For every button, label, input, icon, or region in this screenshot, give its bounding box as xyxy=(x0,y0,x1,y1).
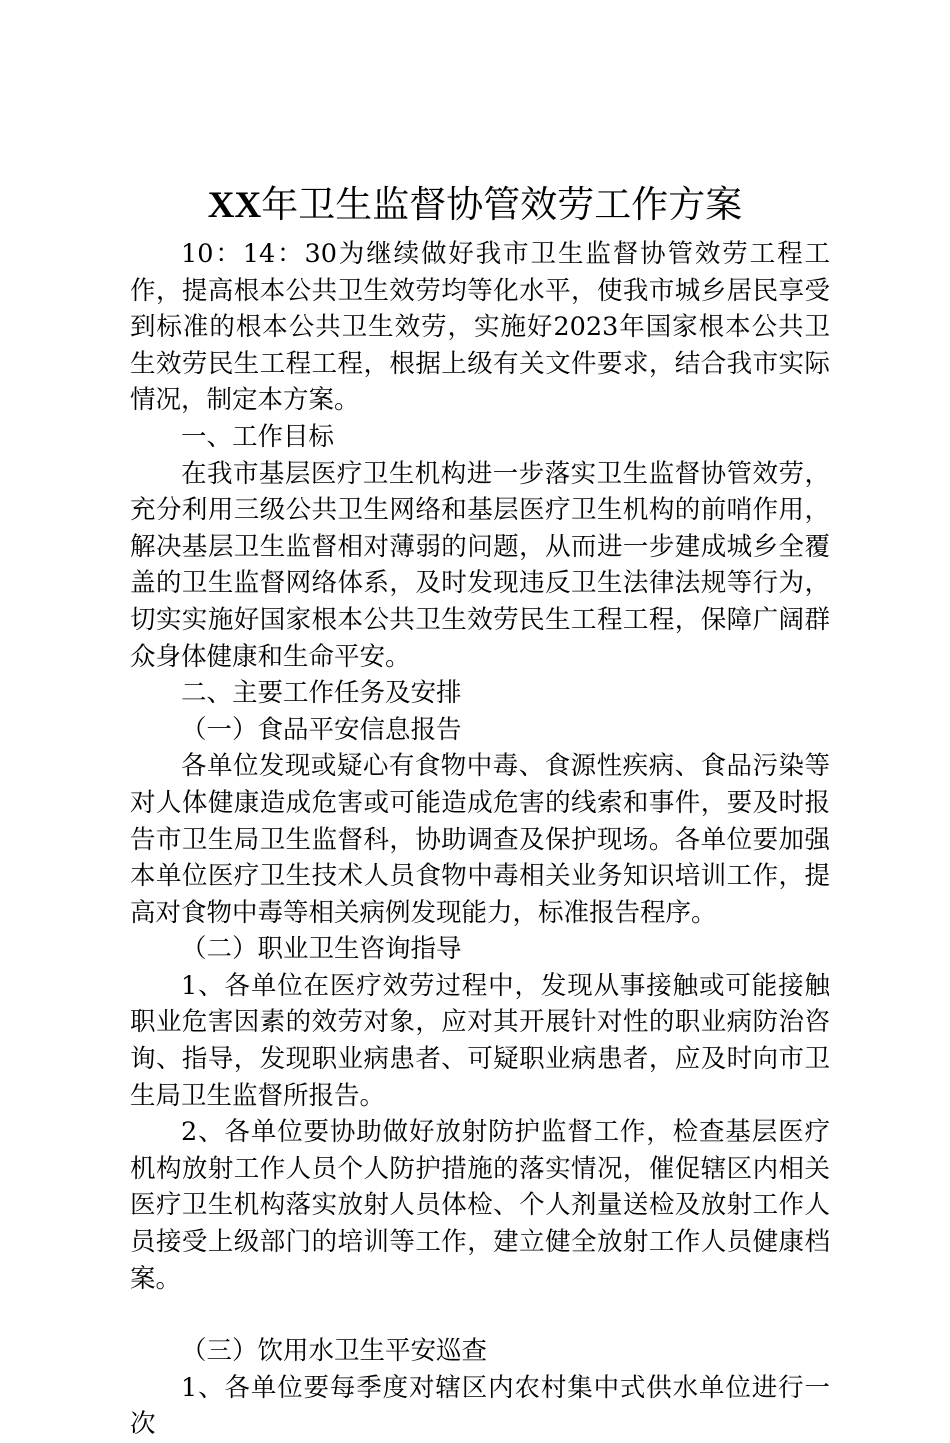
title-prefix: XX xyxy=(207,185,262,226)
paragraph-food-safety: 各单位发现或疑心有食物中毒、食源性疾病、食品污染等对人体健康造成危害或可能造成危害的线索和事件，要及时报告市卫生局卫生监督科，协助调查及保护现场。各单位要加强本单位医疗卫生技术人员食物中毒相关业务知识培训工作，提高对食物中毒等相关病例发现能力，标准报告程序。 xyxy=(130,751,830,928)
document-title xyxy=(0,180,950,231)
section-heading-tasks: 二、主要工作任务及安排 xyxy=(181,678,462,709)
paragraph-spacer xyxy=(130,1297,830,1333)
paragraph-goals: 在我市基层医疗卫生机构进一步落实卫生监督协管效劳，充分利用三级公共卫生网络和基层医疗卫生机构的前哨作用，解决基层卫生监督相对薄弱的问题，从而进一步建成城乡全覆盖的卫生监督网络体系，及时发现违反卫生法律法规等行为，切实实施好国家根本公共卫生效劳民生工程工程，保障广阔群众身体健康和生命平安。 xyxy=(130,458,830,672)
subsection-heading-occupational-health: （二）职业卫生咨询指导 xyxy=(181,934,462,965)
title-text: 年卫生监督协管效劳工作方案 xyxy=(261,183,743,226)
document-body xyxy=(130,236,830,1443)
subsection-heading-food-safety: （一）食品平安信息报告 xyxy=(181,714,462,745)
section-heading-goals: 一、工作目标 xyxy=(181,421,335,452)
paragraph-occupational-1: 1、各单位在医疗效劳过程中，发现从事接触或可能接触职业危害因素的效劳对象，应对其开展针对性的职业病防治咨询、指导，发现职业病患者、可疑职业病患者，应及时向市卫生局卫生监督所报告。 xyxy=(130,970,830,1111)
paragraph-intro: 10：14：30为继续做好我市卫生监督协管效劳工程工作，提高根本公共卫生效劳均等化水平，使我市城乡居民享受到标准的根本公共卫生效劳，实施好2023年国家根本公共卫生效劳民生工程工程，根据上级有关文件要求，结合我市实际情况，制定本方案。 xyxy=(130,239,830,416)
subsection-heading-water-safety: （三）饮用水卫生平安巡查 xyxy=(181,1336,488,1367)
paragraph-water-safety-1: 1、各单位要每季度对辖区内农村集中式供水单位进行一次 xyxy=(130,1372,830,1440)
paragraph-occupational-2: 2、各单位要协助做好放射防护监督工作，检查基层医疗机构放射工作人员个人防护措施的落实情况，催促辖区内相关医疗卫生机构落实放射人员体检、个人剂量送检及放射工作人员接受上级部门的培训等工作，建立健全放射工作人员健康档案。 xyxy=(130,1117,830,1294)
